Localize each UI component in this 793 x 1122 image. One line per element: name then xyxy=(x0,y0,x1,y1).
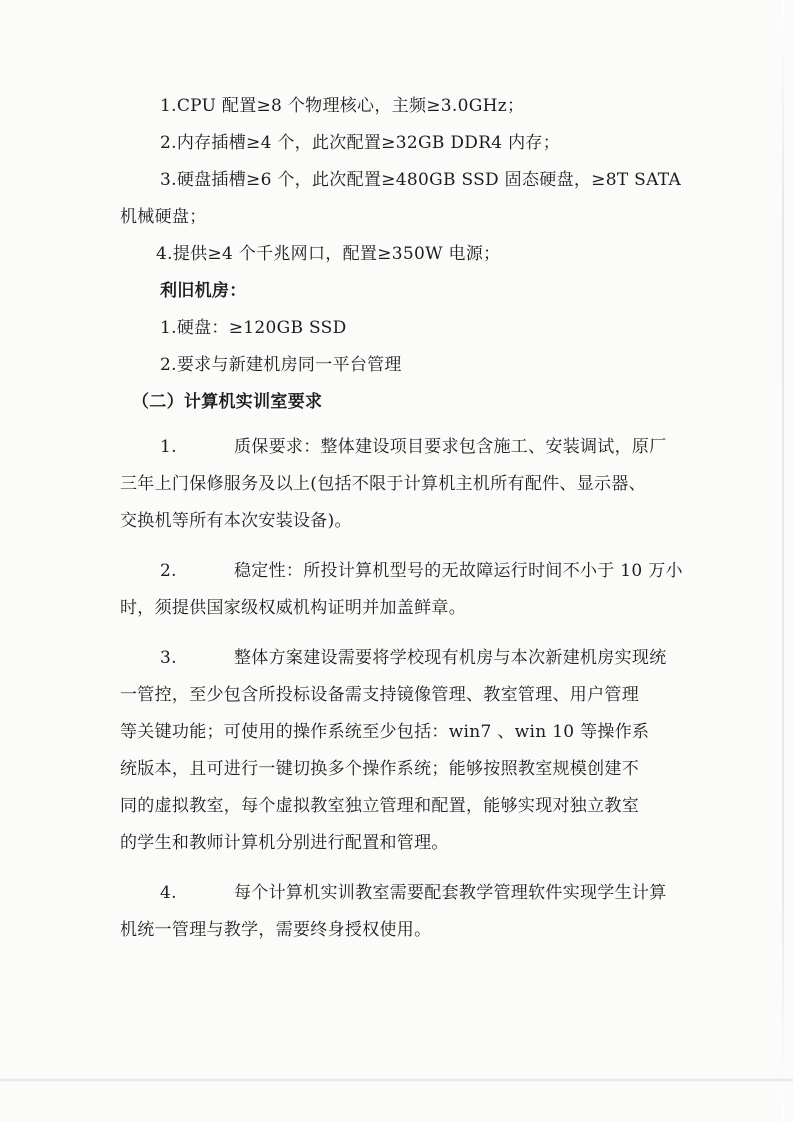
section-heading: （二）计算机实训室要求 xyxy=(132,392,323,412)
requirement-1-number: 1. xyxy=(160,437,177,457)
requirement-2-first-line xyxy=(120,553,683,590)
document-body xyxy=(120,88,683,949)
old-room-item-disk: 1.硬盘：≥120GB SSD xyxy=(160,318,347,338)
old-room-item-platform: 2.要求与新建机房同一平台管理 xyxy=(160,355,402,375)
requirement-2-number: 2. xyxy=(160,561,177,581)
requirement-3-line-3: 等关键功能；可使用的操作系统至少包括：win7 、win 10 等操作系 xyxy=(120,722,650,742)
scan-edge-bottom xyxy=(0,1078,793,1082)
requirement-1-text: 质保要求：整体建设项目要求包含施工、安装调试，原厂 xyxy=(234,437,667,457)
spec-item-disk-continued: 机械硬盘； xyxy=(120,207,207,227)
requirement-4-text: 每个计算机实训教室需要配套教学管理软件实现学生计算 xyxy=(234,883,667,903)
requirement-2-line-2: 时，须提供国家级权威机构证明并加盖鲜章。 xyxy=(120,598,466,618)
requirement-4-number: 4. xyxy=(160,883,177,903)
spec-item-memory: 2.内存插槽≥4 个，此次配置≥32GB DDR4 内存； xyxy=(160,133,561,153)
requirement-3-number: 3. xyxy=(160,648,177,668)
requirement-4-first-line xyxy=(120,875,680,912)
scan-edge-right xyxy=(782,0,784,1122)
requirement-3-line-5: 同的虚拟教室，每个虚拟教室独立管理和配置，能够实现对独立教室 xyxy=(120,796,639,816)
requirement-3-line-2: 一管控，至少包含所投标设备需支持镜像管理、教室管理、用户管理 xyxy=(120,685,639,705)
spec-item-disk: 3.硬盘插槽≥6 个，此次配置≥480GB SSD 固态硬盘，≥8T SATA xyxy=(160,170,682,190)
requirement-1-first-line xyxy=(120,429,680,466)
spec-item-network: 4.提供≥4 个千兆网口，配置≥350W 电源； xyxy=(156,244,501,264)
requirement-4-line-2: 机统一管理与教学，需要终身授权使用。 xyxy=(120,920,432,940)
requirement-1-line-2: 三年上门保修服务及以上(包括不限于计算机主机所有配件、显示器、 xyxy=(120,474,646,494)
requirement-3-line-6: 的学生和教师计算机分别进行配置和管理。 xyxy=(120,833,449,853)
spec-item-cpu: 1.CPU 配置≥8 个物理核心，主频≥3.0GHz； xyxy=(160,96,525,116)
requirement-1-line-3: 交换机等所有本次安装设备)。 xyxy=(120,511,352,531)
requirement-3-first-line xyxy=(120,640,680,677)
requirement-2-text: 稳定性：所投计算机型号的无故障运行时间不小于 10 万小 xyxy=(234,561,683,581)
requirement-3-line-4: 统版本，且可进行一键切换多个操作系统；能够按照教室规模创建不 xyxy=(120,759,639,779)
old-room-heading: 利旧机房： xyxy=(160,281,247,301)
requirement-3-text: 整体方案建设需要将学校现有机房与本次新建机房实现统 xyxy=(234,648,667,668)
